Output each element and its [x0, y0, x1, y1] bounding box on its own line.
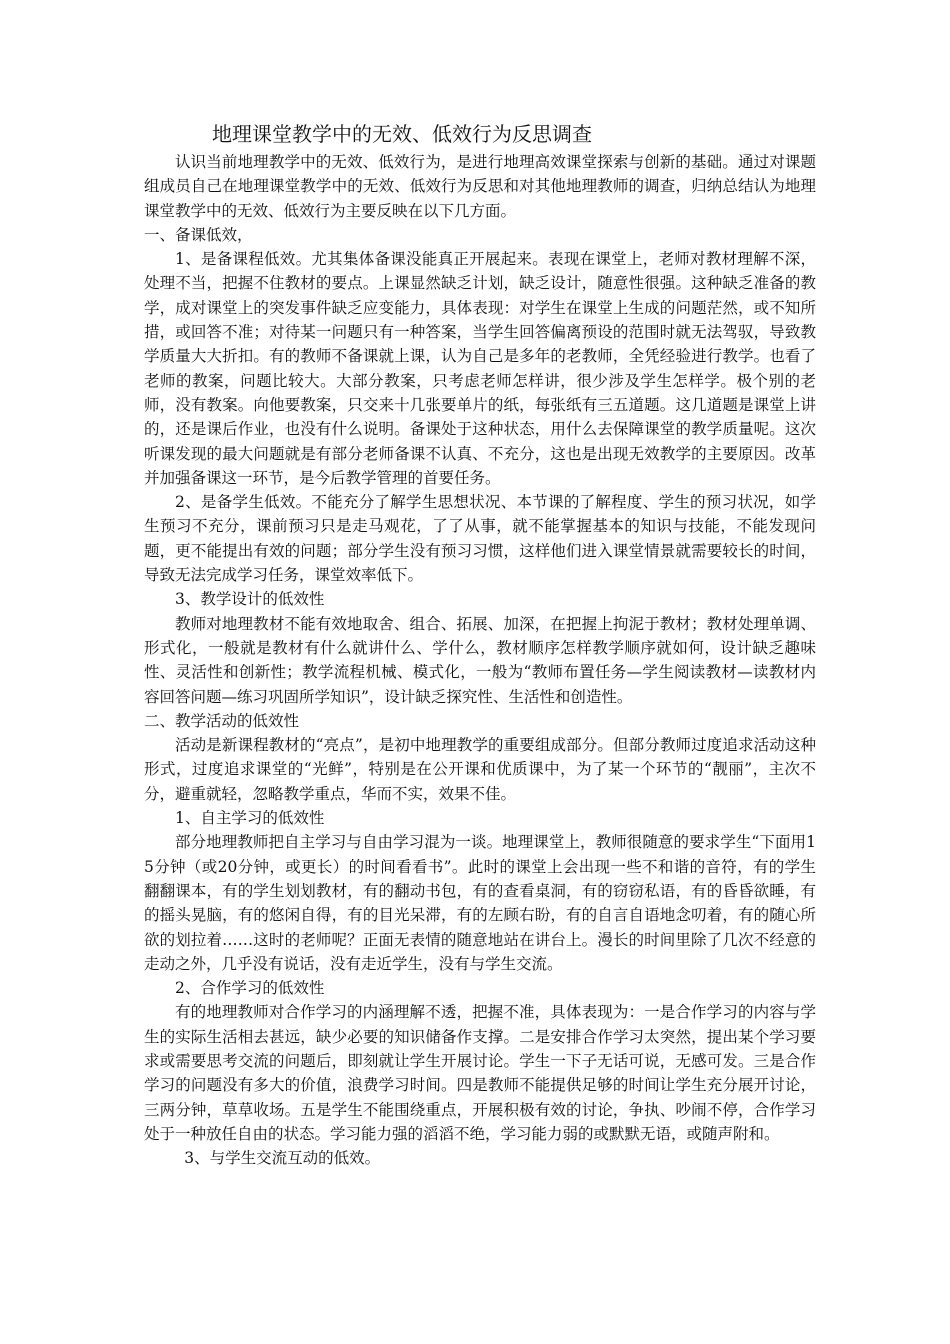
- body-paragraph: 1、是备课程低效。尤其集体备课没能真正开展起来。表现在课堂上，老师对教材理解不深，处理不当，把握不住教材的要点。上课显然缺乏计划，缺乏设计，随意性很强。这种缺乏准备的教学，成对课堂上的突发事件缺乏应变能力，具体表现：对学生在课堂上生成的问题茫然，或不知所措，或回答不准；对待某一问题只有一种答案，当学生回答偏离预设的范围时就无法驾驭，导致教学质量大大折扣。有的教师不备课就上课，认为自己是多年的老教师，全凭经验进行教学。也看了老师的教案，问题比较大。大部分教案，只考虑老师怎样讲，很少涉及学生怎样学。极个别的老师，没有教案。向他要教案，只交来十几张要单片的纸，每张纸有三五道题。这几道题是课堂上讲的，还是课后作业，也没有什么说明。备课处于这种状态，用什么去保障课堂的教学质量呢。这次听课发现的最大问题就是有部分老师备课不认真、不充分，这也是出现无效教学的主要原因。改革并加强备课这一环节，是今后教学管理的首要任务。: [144, 250, 816, 487]
- subheading: 1、自主学习的低效性: [175, 809, 325, 828]
- body-paragraph: 有的地理教师对合作学习的内涵理解不透，把握不准，具体表现为：一是合作学习的内容与学生的实际生活相去甚远，缺少必要的知识储备作支撑。二是安排合作学习太突然，提出某个学习要求或需要思考交流的问题后，即刻就让学生开展讨论。学生一下子无话可说，无感可发。三是合作学习的问题没有多大的价值，浪费学习时间。四是教师不能提供足够的时间让学生充分展开讨论，三两分钟，草草收场。五是学生不能围绕重点，开展积极有效的讨论，争执、吵闹不停，合作学习处于一种放任自由的状态。学习能力强的滔滔不绝，学习能力弱的或默默无语，或随声附和。: [144, 1003, 816, 1143]
- subheading: 2、合作学习的低效性: [175, 979, 325, 998]
- body-paragraph: 部分地理教师把自主学习与自由学习混为一谈。地理课堂上，教师很随意的要求学生“下面用15分钟（或20分钟，或更长）的时间看看书”。此时的课堂上会出现一些不和谐的音符，有的学生翻翻课本，有的学生划划教材，有的翻动书包，有的查看桌洞，有的窃窃私语，有的昏昏欲睡，有的摇头晃脑，有的悠闲自得，有的目光呆滞，有的左顾右盼，有的自言自语地念叨着，有的随心所欲的划拉着……这时的老师呢？正面无表情的随意地站在讲台上。漫长的时间里除了几次不经意的走动之外，几乎没有说话，没有走近学生，没有与学生交流。: [144, 833, 816, 973]
- body-paragraph: 活动是新课程教材的“亮点”，是初中地理教学的重要组成部分。但部分教师过度追求活动这种形式，过度追求课堂的“光鲜”，特别是在公开课和优质课中，为了某一个环节的“靓丽”，主次不分，避重就轻，忽略教学重点，华而不实，效果不佳。: [144, 736, 816, 803]
- section-heading-1: 一、备课低效，: [144, 225, 253, 244]
- subheading: 3、教学设计的低效性: [175, 590, 325, 609]
- document-page: [144, 118, 816, 1170]
- subheading: 3、与学生交流互动的低效。: [184, 1149, 381, 1168]
- intro-paragraph: 认识当前地理教学中的无效、低效行为，是进行地理高效课堂探索与创新的基础。通过对课题组成员自己在地理课堂教学中的无效、低效行为反思和对其他地理教师的调查，归纳总结认为地理课堂教学中的无效、低效行为主要反映在以下几方面。: [144, 153, 816, 220]
- section-heading-2: 二、教学活动的低效性: [144, 711, 300, 730]
- body-paragraph: 2、是备学生低效。不能充分了解学生思想状况、本节课的了解程度、学生的预习状况，如学生预习不充分，课前预习只是走马观花，了了从事，就不能掌握基本的知识与技能，不能发现问题，更不能提出有效的问题；部分学生没有预习习惯，这样他们进入课堂情景就需要较长的时间，导致无法完成学习任务，课堂效率低下。: [144, 493, 816, 585]
- body-paragraph: 教师对地理教材不能有效地取舍、组合、拓展、加深，在把握上拘泥于教材；教材处理单调、形式化，一般就是教材有什么就讲什么、学什么，教材顺序怎样教学顺序就如何，设计缺乏趣味性、灵活性和创新性；教学流程机械、模式化，一般为“教师布置任务—学生阅读教材—读教材内容回答问题—练习巩固所学知识”，设计缺乏探究性、生活性和创造性。: [144, 614, 816, 706]
- document-title: 地理课堂教学中的无效、低效行为反思调查: [212, 122, 592, 146]
